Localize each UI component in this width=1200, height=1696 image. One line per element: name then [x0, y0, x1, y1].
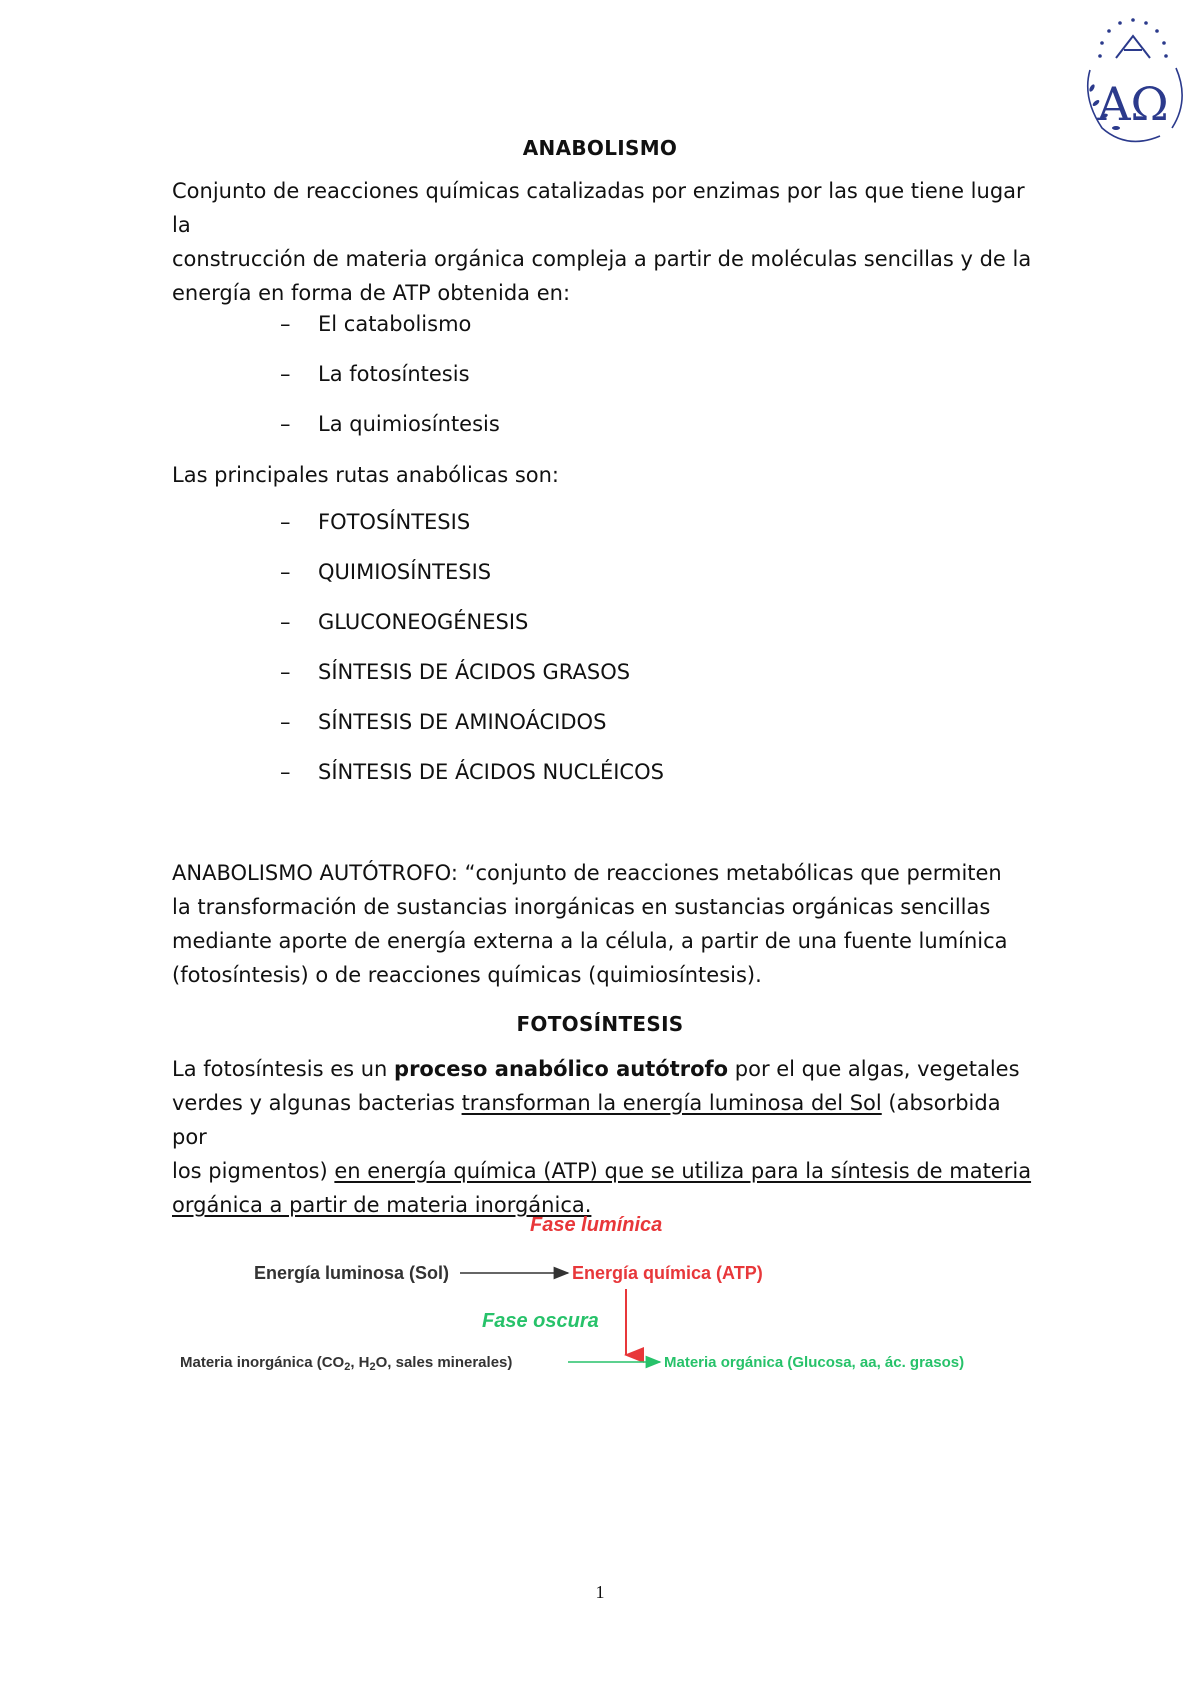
- materia-inorganica-text: Materia inorgánica (CO: [180, 1354, 345, 1371]
- intro-line: construcción de materia orgánica compleja a partir de moléculas sencillas y de la: [172, 247, 1032, 271]
- autotrofo-line: mediante aporte de energía externa a la célula, a partir de una fuente lumínica: [172, 929, 1008, 953]
- materia-inorganica-label: [180, 1354, 512, 1373]
- foto-line: [172, 1052, 1032, 1086]
- logo-monogram: [1116, 36, 1150, 58]
- route-label: GLUCONEOGÉNESIS: [318, 610, 529, 634]
- foto-text: por el que algas, vegetales: [728, 1057, 1020, 1081]
- source-item: [280, 410, 500, 438]
- foto-text: La fotosíntesis es un: [172, 1057, 395, 1081]
- foto-text: los pigmentos): [172, 1159, 335, 1183]
- bullet-dash: –: [280, 610, 291, 634]
- foto-underlined-text: orgánica a partir de materia inorgánica.: [172, 1193, 592, 1217]
- autotrofo-line: la transformación de sustancias inorgánicas en sustancias orgánicas sencillas: [172, 895, 991, 919]
- subscript-2: 2: [369, 1361, 376, 1373]
- intro-line: energía en forma de ATP obtenida en:: [172, 281, 571, 305]
- route-item: [280, 658, 630, 686]
- route-label: QUIMIOSÍNTESIS: [318, 560, 492, 584]
- bullet-dash: –: [280, 412, 291, 436]
- fase-luminica-label: Fase lumínica: [530, 1214, 663, 1236]
- page-title: ANABOLISMO: [522, 136, 678, 160]
- source-label: El catabolismo: [318, 312, 472, 336]
- route-item: [280, 608, 528, 636]
- intro-paragraph: [172, 174, 1032, 310]
- subscript-2: 2: [344, 1361, 351, 1373]
- foto-bold-text: proceso anabólico autótrofo: [394, 1057, 729, 1081]
- logo-wreath-right: [1172, 68, 1182, 128]
- energia-luminosa-label: Energía luminosa (Sol): [254, 1263, 450, 1283]
- materia-inorganica-text: O, sales minerales): [375, 1354, 513, 1371]
- route-item: [280, 558, 491, 586]
- routes-intro: Las principales rutas anabólicas son:: [172, 463, 560, 487]
- route-label: SÍNTESIS DE AMINOÁCIDOS: [318, 710, 607, 734]
- foto-underlined-text: transforman la energía luminosa del Sol: [461, 1091, 882, 1115]
- foto-text: (absorbida por: [172, 1091, 1001, 1149]
- bullet-dash: –: [280, 362, 291, 386]
- route-label: SÍNTESIS DE ÁCIDOS NUCLÉICOS: [318, 760, 664, 784]
- bullet-dash: –: [280, 760, 291, 784]
- autotrofo-line: ANABOLISMO AUTÓTROFO: “conjunto de reacciones metabólicas que permiten: [172, 861, 1002, 885]
- route-label: FOTOSÍNTESIS: [318, 510, 471, 534]
- page-number: 1: [595, 1582, 605, 1602]
- intro-line: Conjunto de reacciones químicas catalizadas por enzimas por las que tiene lugar la: [172, 179, 1025, 237]
- photosynthesis-diagram: [170, 1205, 1030, 1395]
- autotrofo-paragraph: [172, 856, 1032, 992]
- logo-text: AΩ: [1097, 77, 1169, 131]
- school-logo: [1072, 8, 1194, 150]
- source-label: La fotosíntesis: [318, 362, 470, 386]
- materia-inorganica-text: , H: [350, 1354, 370, 1371]
- foto-line: [172, 1154, 1032, 1188]
- route-item: [280, 708, 606, 736]
- fotosintesis-paragraph: [172, 1052, 1032, 1222]
- source-item: [280, 360, 470, 388]
- bullet-dash: –: [280, 710, 291, 734]
- source-label: La quimiosíntesis: [318, 412, 500, 436]
- foto-underlined-text: en energía química (ATP) que se utiliza para la síntesis de materia: [334, 1159, 1032, 1183]
- route-label: SÍNTESIS DE ÁCIDOS GRASOS: [318, 660, 631, 684]
- autotrofo-line: (fotosíntesis) o de reacciones químicas (quimiosíntesis).: [172, 963, 762, 987]
- foto-line: [172, 1086, 1032, 1154]
- bullet-dash: –: [280, 660, 291, 684]
- materia-organica-label: Materia orgánica (Glucosa, aa, ác. grasos): [664, 1354, 965, 1371]
- route-item: [280, 508, 470, 536]
- fotosintesis-title: FOTOSÍNTESIS: [516, 1012, 684, 1036]
- energia-quimica-label: Energía química (ATP): [572, 1263, 763, 1283]
- bullet-dash: –: [280, 312, 291, 336]
- bullet-dash: –: [280, 510, 291, 534]
- source-item: [280, 310, 471, 338]
- route-item: [280, 758, 664, 786]
- foto-text: verdes y algunas bacterias: [172, 1091, 462, 1115]
- bullet-dash: –: [280, 560, 291, 584]
- fase-oscura-label: Fase oscura: [482, 1310, 599, 1332]
